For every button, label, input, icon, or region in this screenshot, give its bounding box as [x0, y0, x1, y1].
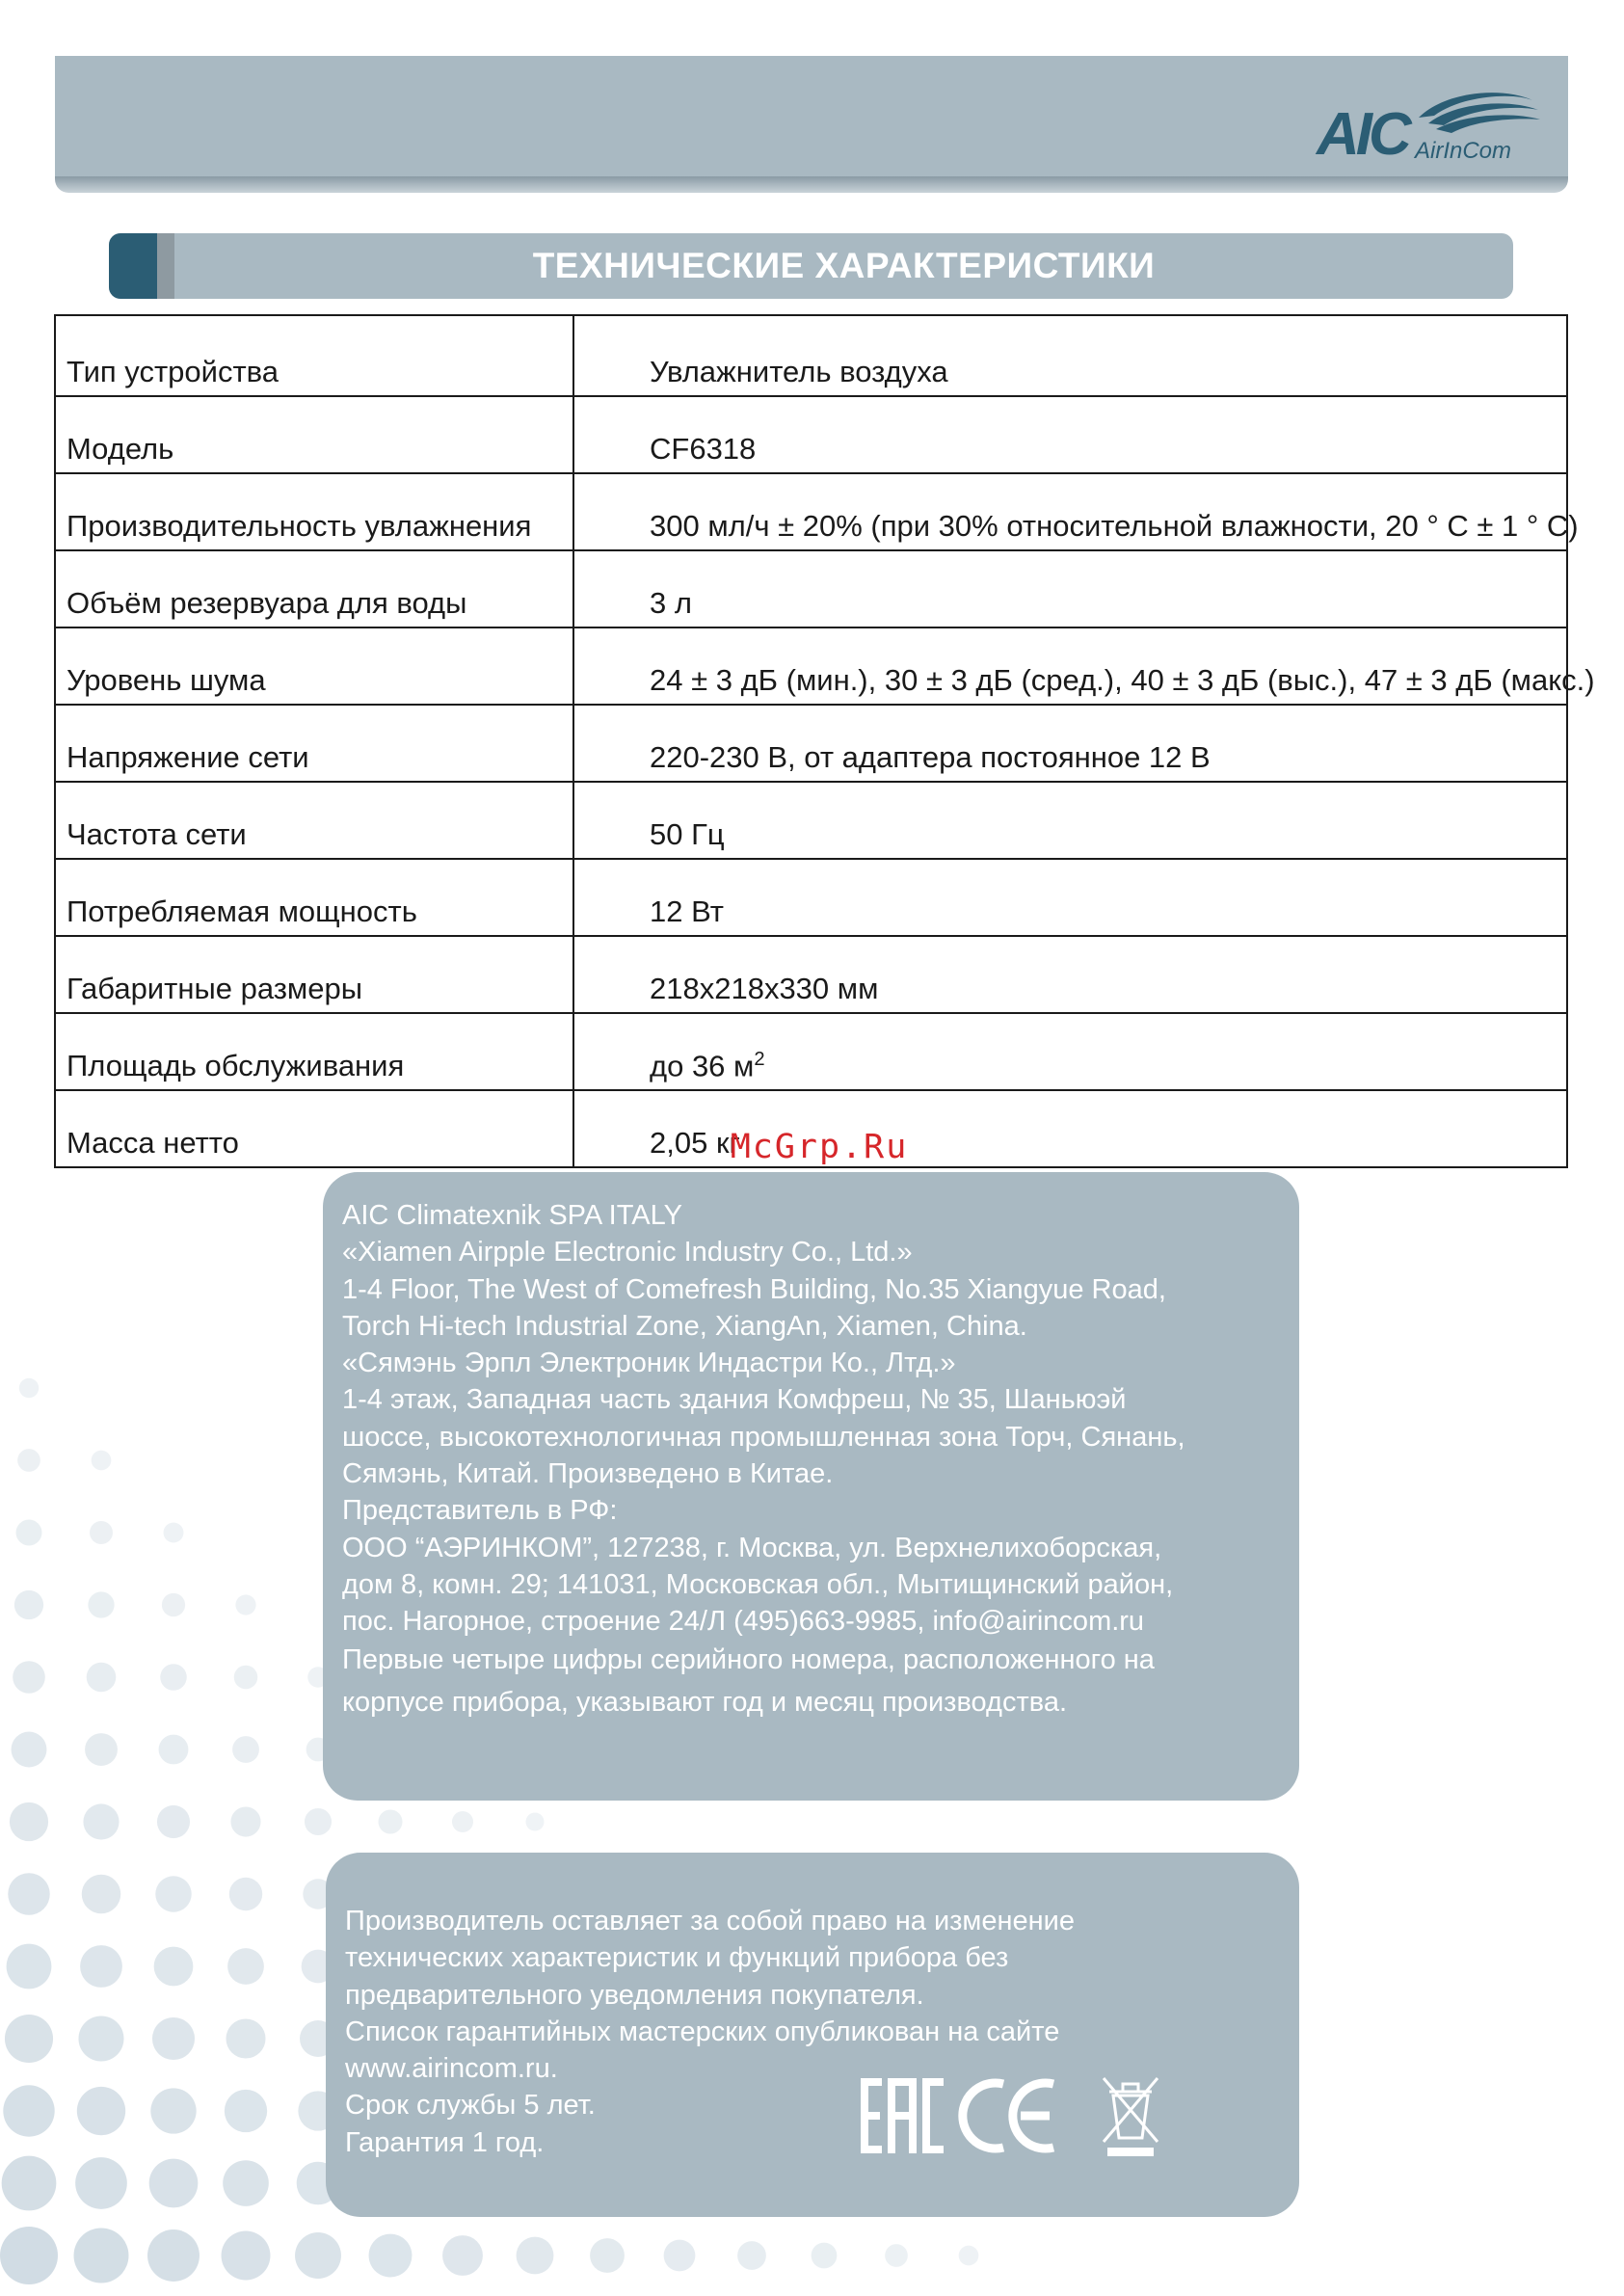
- address-line: ООО “АЭРИНКОМ”, 127238, г. Москва, ул. Верхнелихоборская,: [342, 1532, 1162, 1563]
- airincom-logo: [1311, 79, 1542, 166]
- weee-bin-icon: [1104, 2078, 1158, 2156]
- spec-row: [55, 1013, 1567, 1090]
- spec-label: Тип устройства: [55, 315, 573, 396]
- manufacturer-address: [342, 1197, 1280, 1641]
- spec-value-text: до 36 м: [650, 1049, 755, 1082]
- spec-value-text: 218х218х330 мм: [650, 972, 879, 1005]
- spec-value: [573, 782, 1567, 859]
- background-dot: [517, 2237, 554, 2275]
- spec-value-text: 12 Вт: [650, 894, 724, 928]
- background-dot: [155, 1876, 191, 1911]
- background-dot: [164, 1523, 184, 1543]
- serial-number-note: [342, 1639, 1280, 1723]
- spec-label: Производительность увлажнения: [55, 473, 573, 550]
- background-dot: [369, 2234, 413, 2278]
- spec-value: [573, 1013, 1567, 1090]
- section-title-bar: [109, 233, 1513, 299]
- background-dot: [226, 2018, 265, 2058]
- address-line: 1-4 Floor, The West of Comefresh Building, No.35 Xiangyue Road,: [342, 1273, 1166, 1305]
- background-dot: [87, 1663, 117, 1693]
- logo-mark-text: AIC: [1317, 101, 1408, 166]
- spec-value-text: 50 Гц: [650, 817, 725, 851]
- background-dot: [88, 1591, 114, 1617]
- background-dot: [442, 2235, 483, 2276]
- background-dot: [525, 1812, 544, 1830]
- background-dot: [2, 2156, 57, 2211]
- notice-line: Производитель оставляет за собой право на изменение: [345, 1906, 1075, 1936]
- background-dot: [74, 2229, 129, 2283]
- background-dot: [664, 2240, 696, 2272]
- background-dot: [295, 2232, 341, 2279]
- warranty-notice-panel: [326, 1853, 1299, 2217]
- background-dot: [154, 1947, 194, 1987]
- spec-value-text: 220-230 В, от адаптера постоянное 12 В: [650, 740, 1211, 774]
- spec-label: Габаритные размеры: [55, 936, 573, 1013]
- spec-row: [55, 705, 1567, 782]
- background-dot: [590, 2238, 625, 2273]
- background-dot: [3, 2085, 54, 2136]
- spec-row: [55, 782, 1567, 859]
- background-dot: [232, 1736, 259, 1763]
- spec-row: [55, 315, 1567, 396]
- spec-value-text: 300 мл/ч ± 20% (при 30% относительной влажности, 20 ° С ± 1 ° С): [650, 509, 1579, 543]
- background-dot: [85, 1733, 118, 1766]
- background-dot: [305, 1808, 332, 1835]
- spec-value-superscript: 2: [754, 1048, 765, 1070]
- background-dot: [17, 1449, 40, 1472]
- background-dot: [14, 1590, 43, 1619]
- spec-value: [573, 936, 1567, 1013]
- ce-mark-icon: [963, 2083, 1053, 2149]
- watermark: McGrp.Ru: [730, 1128, 909, 1166]
- address-line: пос. Нагорное, строение 24/Л (495)663-9985, info@airincom.ru: [342, 1606, 1145, 1638]
- spec-table: [54, 314, 1595, 1168]
- spec-value-text: 3 л: [650, 586, 692, 620]
- background-dot: [150, 2088, 196, 2133]
- spec-label: Потребляемая мощность: [55, 859, 573, 936]
- background-dot: [378, 1809, 402, 1833]
- address-line: «Сямэнь Эрпл Электроник Индастри Ко., Лтд.»: [342, 1348, 956, 1379]
- background-dot: [80, 1945, 122, 1988]
- address-line: Сямэнь, Китай. Произведено в Китае.: [342, 1458, 834, 1490]
- spec-value: [573, 315, 1567, 396]
- title-accent: [109, 233, 157, 299]
- eac-mark-icon: [861, 2078, 944, 2153]
- spec-label: Уровень шума: [55, 627, 573, 705]
- spec-row: [55, 396, 1567, 473]
- background-dot: [90, 1521, 113, 1544]
- notice-line: www.airincom.ru.: [345, 2053, 558, 2085]
- address-line: шоссе, высокотехнологичная промышленная зона Торч, Сянань,: [342, 1421, 1185, 1453]
- address-line: дом 8, комн. 29; 141031, Московская обл., Мытищинский район,: [342, 1568, 1174, 1600]
- background-dot: [10, 1802, 48, 1841]
- certification-marks: [861, 2074, 1169, 2161]
- spec-label: Напряжение сети: [55, 705, 573, 782]
- background-dot: [19, 1378, 39, 1398]
- background-dot: [160, 1664, 187, 1691]
- section-title: ТЕХНИЧЕСКИЕ ХАРАКТЕРИСТИКИ: [532, 246, 1156, 285]
- background-dot: [157, 1805, 190, 1838]
- background-dot: [227, 1948, 264, 1985]
- background-dot: [452, 1811, 473, 1832]
- background-dot: [230, 1806, 260, 1836]
- background-dot: [812, 2243, 838, 2269]
- background-dot: [5, 2015, 53, 2063]
- spec-label: Модель: [55, 396, 573, 473]
- background-dot: [222, 2231, 271, 2281]
- notice-line: технических характеристик и функций прибора без: [345, 1942, 1009, 1974]
- spec-row: [55, 473, 1567, 550]
- background-dot: [77, 2087, 125, 2135]
- spec-row: [55, 627, 1567, 705]
- spec-value: [573, 705, 1567, 782]
- background-dot: [8, 1873, 50, 1915]
- spec-label: Частота сети: [55, 782, 573, 859]
- notice-line: Гарантия 1 год.: [345, 2126, 545, 2158]
- background-dot: [82, 1875, 120, 1913]
- background-dot: [92, 1451, 112, 1471]
- background-dot: [147, 2229, 200, 2282]
- notice-line: предварительного уведомления покупателя.: [345, 1979, 924, 2011]
- spec-value: [573, 859, 1567, 936]
- spec-label: Масса нетто: [55, 1090, 573, 1167]
- background-dot: [225, 2090, 267, 2132]
- background-dot: [159, 1735, 189, 1765]
- spec-row: [55, 550, 1567, 627]
- address-line: AIC Climatexnik SPA ITALY: [342, 1200, 682, 1231]
- address-line: 1-4 этаж, Западная часть здания Комфреш, № 35, Шаньюэй: [342, 1384, 1127, 1416]
- spec-value: [573, 473, 1579, 550]
- background-dot: [75, 2157, 127, 2209]
- manufacturer-info-panel: [323, 1172, 1299, 1801]
- logo-brand-text: AirInCom: [1415, 138, 1512, 164]
- background-dot: [7, 1944, 52, 1989]
- spec-value: [573, 396, 1567, 473]
- notice-line: Список гарантийных мастерских опубликован на сайте: [345, 2016, 1060, 2047]
- spec-value-text: CF6318: [650, 432, 757, 466]
- background-dot: [12, 1732, 47, 1768]
- spec-value: [573, 627, 1595, 705]
- spec-value-text: Увлажнитель воздуха: [650, 355, 948, 388]
- spec-value-text: 24 ± 3 дБ (мин.), 30 ± 3 дБ (сред.), 40 ± 3 дБ (выс.), 47 ± 3 дБ (макс.): [650, 663, 1595, 697]
- background-dot: [162, 1593, 185, 1616]
- background-dot: [737, 2241, 766, 2270]
- background-dot: [885, 2244, 908, 2267]
- background-dot: [959, 2246, 979, 2266]
- address-line: Представитель в РФ:: [342, 1495, 618, 1527]
- background-dot: [229, 1878, 262, 1910]
- background-dot: [83, 1803, 119, 1839]
- background-dot: [234, 1666, 258, 1690]
- serial-note-line: Первые четыре цифры серийного номера, расположенного на: [342, 1644, 1155, 1675]
- title-accent-secondary: [157, 233, 174, 299]
- background-dot: [13, 1661, 45, 1694]
- background-dot: [78, 2016, 123, 2061]
- address-line: «Xiamen Airpple Electronic Industry Co., Ltd.»: [342, 1237, 913, 1268]
- spec-row: [55, 859, 1567, 936]
- background-dot: [149, 2159, 199, 2208]
- background-dot: [235, 1594, 255, 1615]
- serial-note-line: корпусе прибора, указывают год и месяц производства.: [342, 1687, 1068, 1718]
- spec-label: Площадь обслуживания: [55, 1013, 573, 1090]
- background-dot: [0, 2227, 58, 2284]
- background-dot: [152, 2017, 195, 2060]
- spec-value: [573, 550, 1567, 627]
- notice-line: Срок службы 5 лет.: [345, 2090, 596, 2122]
- header-shadow: [55, 176, 1568, 193]
- spec-label: Объём резервуара для воды: [55, 550, 573, 627]
- spec-value-text: 2,05 кг: [650, 1126, 740, 1160]
- background-dot: [16, 1520, 42, 1546]
- address-line: Torch Hi-tech Industrial Zone, XiangAn, Xiamen, China.: [342, 1310, 1027, 1342]
- spec-row: [55, 936, 1567, 1013]
- background-dot: [223, 2160, 269, 2206]
